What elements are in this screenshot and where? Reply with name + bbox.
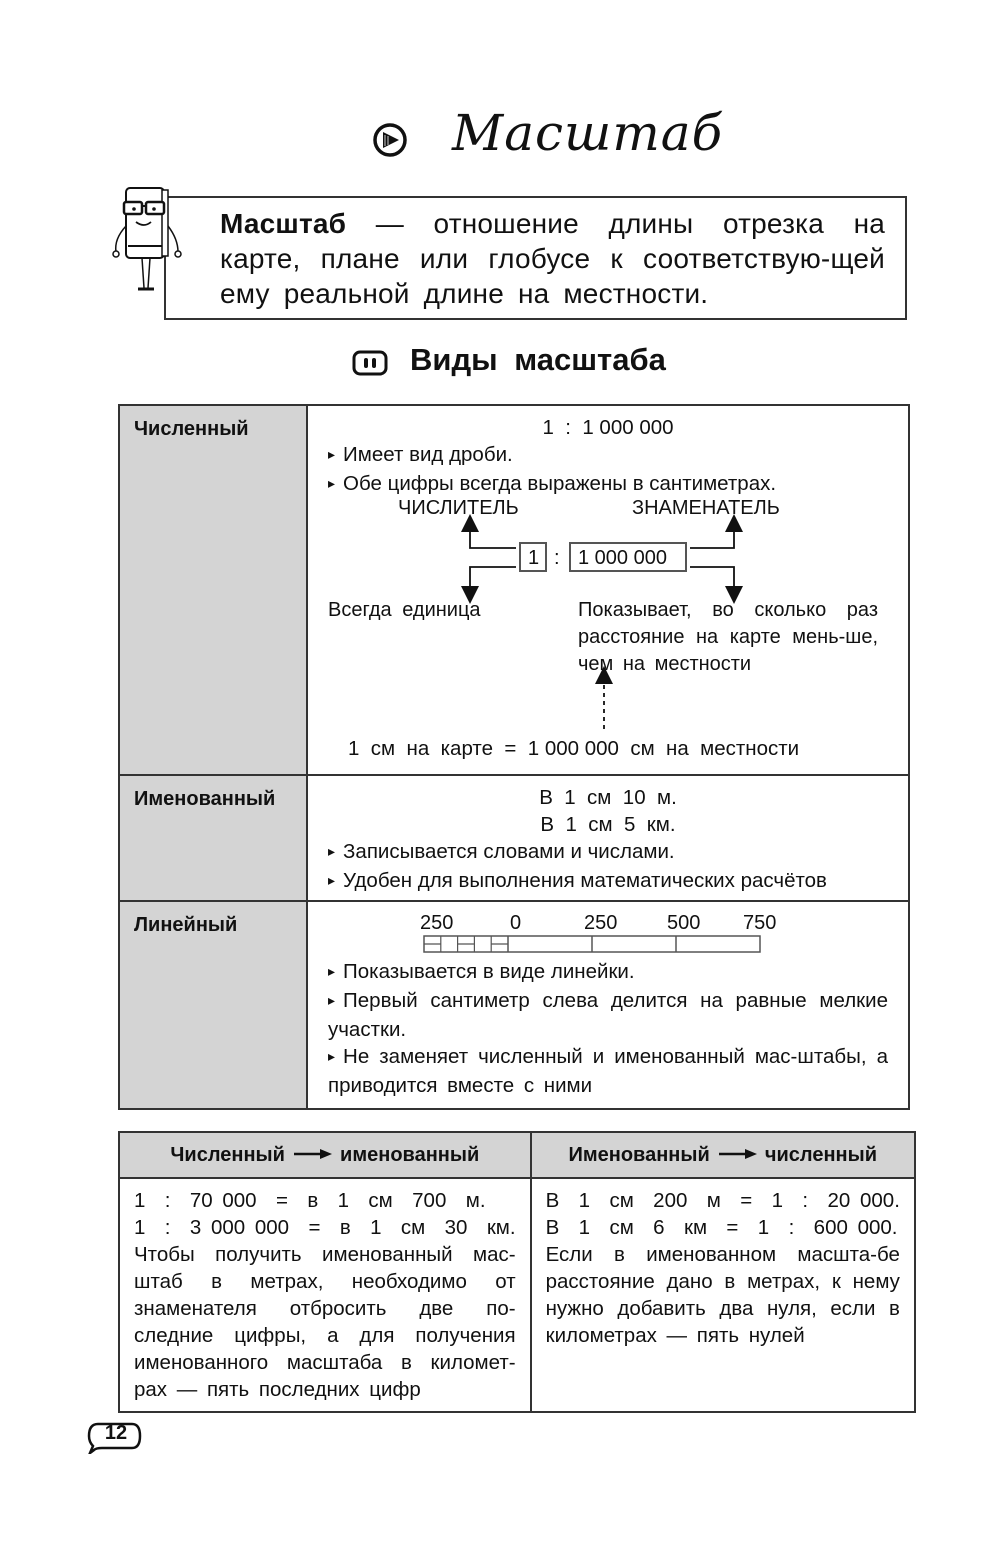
- ruler-graphic: [328, 910, 888, 958]
- equivalence-line: 1 см на карте = 1 000 000 см на местности: [348, 737, 800, 760]
- bullet-item: ▸ Записывается словами и числами.: [328, 838, 888, 867]
- fraction-diagram: [328, 497, 888, 743]
- row-header: Численный: [119, 405, 307, 775]
- arrow-denominator-down: [690, 567, 734, 595]
- ruler-label: 750: [743, 912, 777, 934]
- header-to: именованный: [340, 1143, 480, 1166]
- table-row-numeric: [119, 405, 909, 775]
- numerator-value: 1: [528, 547, 540, 569]
- denominator-value: 1 000 000: [578, 547, 667, 569]
- right-arrow-icon: [290, 1148, 334, 1160]
- ruler-label: 500: [667, 912, 701, 934]
- numerator-label: ЧИСЛИТЕЛЬ: [398, 497, 519, 519]
- conversion-body-row: [119, 1178, 915, 1412]
- header-named-to-numeric: [531, 1132, 915, 1178]
- table-row-named: [119, 775, 909, 901]
- ruler-label: 250: [420, 912, 454, 934]
- numeric-to-named-cell: [119, 1178, 531, 1412]
- bullet-item: ▸ Удобен для выполнения математических расчётов: [328, 867, 888, 896]
- row-body: [307, 405, 909, 775]
- definition-term: Масштаб: [220, 208, 347, 239]
- example-line: В 1 см 6 км = 1 : 600 000.: [545, 1216, 898, 1239]
- page-number: 12: [104, 1422, 128, 1444]
- section-title: Виды масштаба: [410, 342, 666, 377]
- ruler-label: 0: [510, 912, 522, 934]
- denominator-note: Показывает, во сколько раз расстояние на карте мень-ше, чем на местности: [578, 599, 878, 675]
- example-line: 1 : 70 000 = в 1 см 700 м.: [134, 1189, 486, 1212]
- named-to-numeric-cell: [531, 1178, 915, 1412]
- conversion-table: [118, 1131, 916, 1413]
- header-to: численный: [764, 1143, 878, 1166]
- rule-text: Чтобы получить именованный мас-штаб в метрах, необходимо от знаменателя отбросить две по-следние цифры, а для получения именованного масштаба в километ-рах — пять последних цифр: [134, 1243, 516, 1401]
- ruler-label: 250: [584, 912, 618, 934]
- header-from: Именованный: [568, 1143, 710, 1166]
- arrow-numerator-down: [470, 567, 516, 595]
- pause-badge-icon: [352, 350, 388, 376]
- right-arrow-icon: [715, 1148, 759, 1160]
- definition-text: [220, 206, 885, 311]
- header-from: Численный: [170, 1143, 285, 1166]
- header-numeric-to-named: [119, 1132, 531, 1178]
- arrow-denominator-up: [690, 523, 734, 548]
- separator: :: [554, 547, 560, 569]
- numerator-note: Всегда единица: [328, 599, 481, 621]
- linear-ruler: [328, 910, 888, 958]
- example-line: 1 : 3 000 000 = в 1 см 30 км.: [134, 1216, 516, 1239]
- arrow-numerator-up: [470, 523, 516, 548]
- book-mascot-icon: [106, 184, 192, 294]
- bullet-item: ▸ Первый сантиметр слева делится на равные мелкие участки.: [328, 987, 888, 1043]
- named-example: В 1 см 10 м.: [539, 786, 677, 809]
- bullet-item: ▸ Имеет вид дроби.: [328, 441, 888, 470]
- named-example: В 1 см 5 км.: [540, 813, 676, 836]
- play-circle-icon: [372, 122, 408, 158]
- denominator-label: ЗНАМЕНАТЕЛЬ: [632, 497, 780, 519]
- bullet-item: ▸ Не заменяет численный и именованный мас-штабы, а приводится вместе с ними: [328, 1043, 888, 1099]
- scale-types-table: [118, 404, 910, 1110]
- numeric-example: 1 : 1 000 000: [542, 416, 674, 439]
- page-title: Масштаб: [452, 104, 724, 162]
- row-body: [307, 775, 909, 901]
- rule-text: Если в именованном масшта-бе расстояние дано в метрах, к нему нужно добавить два нуля, если в километрах — пять нулей: [545, 1243, 900, 1347]
- row-header: Именованный: [119, 775, 307, 901]
- bullet-item: ▸ Показывается в виде линейки.: [328, 958, 888, 987]
- table-row-linear: [119, 901, 909, 1109]
- row-body: [307, 901, 909, 1109]
- definition-body: — отношение длины отрезка на карте, плане или глобусе к соответствую-щей ему реальной длине на местности.: [220, 208, 885, 309]
- conversion-header-row: [119, 1132, 915, 1178]
- example-line: В 1 см 200 м = 1 : 20 000.: [545, 1189, 900, 1212]
- row-header: Линейный: [119, 901, 307, 1109]
- bullet-item: ▸ Обе цифры всегда выражены в сантиметрах.: [328, 470, 888, 499]
